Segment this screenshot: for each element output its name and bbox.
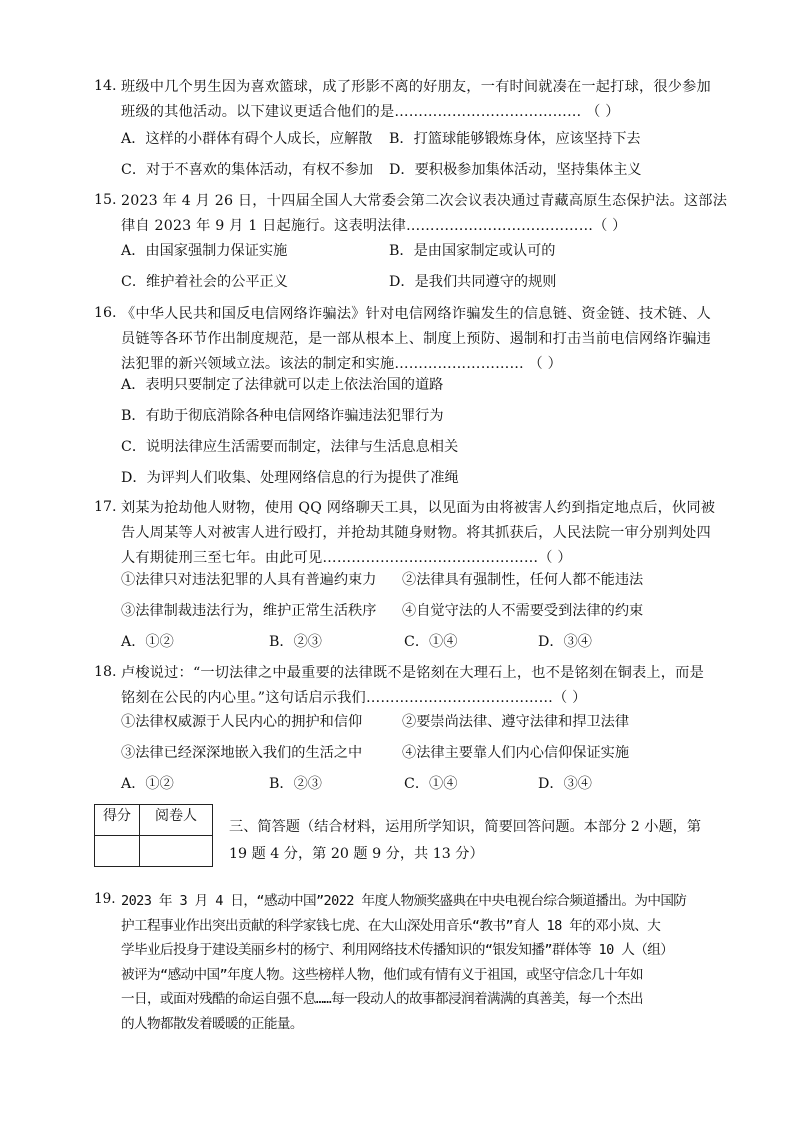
- question-stem: [121, 302, 716, 377]
- option-b[interactable]: B．打篮球能够锻炼身体，应该坚持下去: [389, 131, 641, 147]
- question-number: 15.: [94, 192, 117, 208]
- section-heading: [229, 814, 702, 868]
- option-d[interactable]: D．③④: [538, 634, 592, 650]
- option-d[interactable]: D．要积极参加集体活动，坚持集体主义: [389, 162, 642, 178]
- stem-line: 刘某为抢劫他人财物，使用 QQ 网络聊天工具，以见面为由将被害人约到指定地点后，伙同被: [121, 500, 716, 516]
- option-d[interactable]: D．为评判人们收集、处理网络信息的行为提供了准绳: [121, 470, 459, 486]
- question-number: 14.: [94, 78, 117, 94]
- option-a[interactable]: A．由国家强制力保证实施: [121, 243, 288, 259]
- option-d[interactable]: D．是我们共同遵守的规则: [389, 274, 557, 290]
- stem-line: 班级的其他活动。以下建议更适合他们的是………………………………… （ ）: [121, 104, 620, 120]
- stem-line: 2023 年 4 月 26 日，十四届全国人大常委会第二次会议表决通过青藏高原生态保护法。这部法: [121, 193, 728, 209]
- stem-line: 法犯罪的新兴领域立法。该法的制定和实施……………………… （ ）: [121, 356, 563, 372]
- stem-line: 员链等各环节作出制度规范，是一部从根本上、制度上预防、遏制和打击当前电信网络诈骗违: [121, 331, 711, 347]
- stem-line: 人有期徒刑三至七年。由此可见………………………………………（ ）: [121, 550, 572, 566]
- score-table: [94, 804, 213, 867]
- option-a[interactable]: A．表明只要制定了法律就可以走上依法治国的道路: [121, 377, 444, 393]
- statement-4: ④法律主要靠人们内心信仰保证实施: [402, 745, 630, 761]
- option-c[interactable]: C．维护着社会的公平正义: [121, 274, 288, 290]
- stem-line: 告人周某等人对被害人进行殴打，并抢劫其随身财物。将其抓获后，人民法院一审分别判处四: [121, 525, 711, 541]
- option-c[interactable]: C．①④: [404, 776, 458, 792]
- section-heading-line: 19 题 4 分，第 20 题 9 分，共 13 分）: [229, 846, 484, 862]
- question-stem: [121, 75, 716, 125]
- statement-4: ④自觉守法的人不需要受到法律的约束: [402, 603, 644, 619]
- question-stem: [121, 661, 716, 711]
- question-number: 19.: [94, 891, 116, 907]
- option-a[interactable]: A．①②: [121, 634, 174, 650]
- question-stem: [121, 189, 728, 239]
- stem-line: 班级中几个男生因为喜欢篮球，成了形影不离的好朋友，一有时间就凑在一起打球，很少参加: [121, 79, 711, 95]
- question-number: 17.: [94, 499, 117, 515]
- score-header: 得分: [95, 805, 140, 836]
- material-line: 被评为“感动中国”年度人物。这些榜样人物，他们或有情有义于祖国，或坚守信念几十年如: [121, 966, 643, 983]
- option-c[interactable]: C．说明法律应生活需要而制定，法律与生活息息相关: [121, 439, 459, 455]
- statement-3: ③法律制裁违法行为，维护正常生活秩序: [121, 603, 377, 619]
- material-line: 的人物都散发着暖暖的正能量。: [121, 1015, 303, 1032]
- question-material: [121, 889, 701, 1036]
- question-stem: [121, 496, 716, 571]
- stem-line: 卢梭说过：“一切法律之中最重要的法律既不是铭刻在大理石上，也不是铭刻在铜表上，而是: [121, 665, 704, 681]
- option-b[interactable]: B．②③: [269, 634, 322, 650]
- statement-1: ①法律权威源于人民内心的拥护和信仰: [121, 714, 363, 730]
- option-b[interactable]: B．②③: [269, 776, 322, 792]
- grader-header: 阅卷人: [140, 805, 213, 836]
- question-number: 16.: [94, 305, 117, 321]
- option-a[interactable]: A．这样的小群体有碍个人成长，应解散: [121, 131, 373, 147]
- material-line: 学毕业后投身于建设美丽乡村的杨宁、利用网络技术传播知识的“银发知播”群体等 10 人（组）: [121, 942, 674, 958]
- option-a[interactable]: A．①②: [121, 776, 174, 792]
- section-heading-line: 三、简答题（结合材料，运用所学知识，简要回答问题。本部分 2 小题，第: [229, 819, 702, 835]
- stem-line: 铭刻在公民的内心里。”这句话启示我们…………………………………（ ）: [121, 690, 587, 706]
- grader-cell[interactable]: [140, 836, 213, 867]
- material-line: 2023 年 3 月 4 日，“感动中国”2022 年度人物颁奖盛典在中央电视台综合频道播出。为中国防: [121, 893, 687, 909]
- option-c[interactable]: C．对于不喜欢的集体活动，有权不参加: [121, 162, 374, 178]
- statement-1: ①法律只对违法犯罪的人具有普遍约束力: [121, 572, 377, 588]
- option-b[interactable]: B．是由国家制定或认可的: [389, 243, 556, 259]
- material-line: 护工程事业作出突出贡献的科学家钱七虎、在大山深处用音乐“教书”育人 18 年的邓小岚、大: [121, 917, 661, 934]
- statement-3: ③法律已经深深地嵌入我们的生活之中: [121, 745, 363, 761]
- score-cell[interactable]: [95, 836, 140, 867]
- stem-line: 律自 2023 年 9 月 1 日起施行。这表明法律…………………………………（ ）: [121, 218, 627, 234]
- option-b[interactable]: B．有助于彻底消除各种电信网络诈骗违法犯罪行为: [121, 408, 444, 424]
- option-d[interactable]: D．③④: [538, 776, 592, 792]
- statement-2: ②要崇尚法律、遵守法律和捍卫法律: [402, 714, 630, 730]
- option-c[interactable]: C．①④: [404, 634, 458, 650]
- material-line: 一日，或面对残酷的命运自强不息……每一段动人的故事都浸润着满满的真善美，每一个杰出: [121, 991, 643, 1007]
- question-number: 18.: [94, 664, 117, 680]
- statement-2: ②法律具有强制性，任何人都不能违法: [402, 572, 644, 588]
- stem-line: 《中华人民共和国反电信网络诈骗法》针对电信网络诈骗发生的信息链、资金链、技术链、人: [121, 306, 711, 322]
